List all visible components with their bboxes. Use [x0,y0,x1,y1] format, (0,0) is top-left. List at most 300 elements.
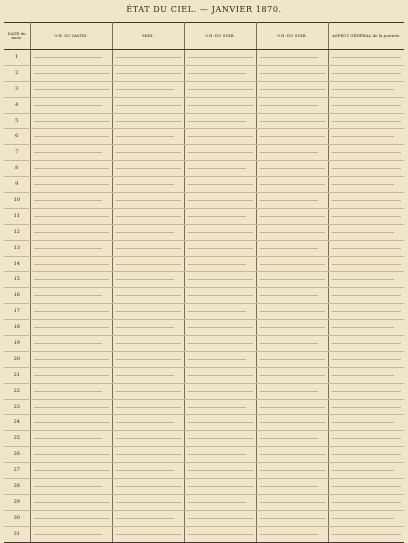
illegible-entry [116,136,174,137]
table-row [4,383,404,399]
observation-9pm-cell [256,272,328,288]
observation-9pm-cell [256,463,328,479]
illegible-entry [332,391,402,392]
observation-9am-cell [30,272,112,288]
illegible-entry [34,391,102,392]
illegible-entry [116,121,181,122]
illegible-entry [260,311,325,312]
illegible-entry [34,152,102,153]
observation-3pm-cell [184,177,256,193]
illegible-entry [188,89,253,90]
observation-9am-cell [30,224,112,240]
table-row [4,145,404,161]
observation-9am-cell [30,304,112,320]
illegible-entry [260,248,318,249]
general-aspect-cell [328,336,404,352]
general-aspect-cell [328,145,404,161]
illegible-entry [188,121,246,122]
general-aspect-cell [328,224,404,240]
general-aspect-cell [328,256,404,272]
observation-3pm-cell [184,479,256,495]
table-row [4,494,404,510]
illegible-entry [260,73,325,74]
illegible-entry [260,534,318,535]
illegible-entry [188,136,253,137]
observation-9am-cell [30,240,112,256]
illegible-entry [188,375,253,376]
illegible-entry [116,359,181,360]
observation-noon-cell [112,50,184,66]
general-aspect-cell [328,479,404,495]
illegible-entry [188,279,253,280]
weather-table [4,22,404,543]
illegible-entry [332,359,402,360]
day-number: 10 [4,193,30,209]
illegible-entry [116,152,181,153]
day-number: 15 [4,272,30,288]
observation-9am-cell [30,447,112,463]
day-number: 30 [4,510,30,526]
observation-noon-cell [112,193,184,209]
observation-noon-cell [112,447,184,463]
general-aspect-cell [328,463,404,479]
observation-3pm-cell [184,431,256,447]
illegible-entry [116,407,181,408]
table-row [4,50,404,66]
observation-noon-cell [112,399,184,415]
illegible-entry [332,121,402,122]
illegible-entry [188,200,253,201]
illegible-entry [260,438,318,439]
observation-9am-cell [30,113,112,129]
illegible-entry [116,391,181,392]
observation-3pm-cell [184,399,256,415]
illegible-entry [34,407,109,408]
illegible-entry [188,311,246,312]
illegible-entry [332,136,395,137]
illegible-entry [188,264,246,265]
day-number: 21 [4,367,30,383]
illegible-entry [116,422,174,423]
illegible-entry [332,327,395,328]
general-aspect-cell [328,383,404,399]
illegible-entry [34,136,109,137]
observation-3pm-cell [184,415,256,431]
illegible-entry [332,264,402,265]
illegible-entry [260,486,318,487]
observation-9am-cell [30,161,112,177]
illegible-entry [332,438,402,439]
illegible-entry [116,264,181,265]
day-number: 3 [4,81,30,97]
day-number: 8 [4,161,30,177]
illegible-entry [332,375,395,376]
table-row [4,320,404,336]
observation-3pm-cell [184,240,256,256]
observation-noon-cell [112,336,184,352]
illegible-entry [116,486,181,487]
observation-3pm-cell [184,272,256,288]
observation-9am-cell [30,526,112,542]
day-number: 5 [4,113,30,129]
illegible-entry [116,438,181,439]
observation-9am-cell [30,383,112,399]
illegible-entry [116,232,174,233]
illegible-entry [332,216,402,217]
general-aspect-cell [328,351,404,367]
observation-noon-cell [112,479,184,495]
observation-9pm-cell [256,320,328,336]
illegible-entry [260,232,325,233]
table-row [4,304,404,320]
observation-9am-cell [30,399,112,415]
illegible-entry [34,184,109,185]
day-number: 6 [4,129,30,145]
observation-3pm-cell [184,224,256,240]
illegible-entry [34,279,109,280]
illegible-entry [34,438,102,439]
observation-9am-cell [30,129,112,145]
illegible-entry [260,200,318,201]
illegible-entry [116,502,181,503]
general-aspect-cell [328,272,404,288]
illegible-entry [260,407,325,408]
illegible-entry [188,486,253,487]
observation-noon-cell [112,161,184,177]
observation-9am-cell [30,50,112,66]
illegible-entry [332,279,395,280]
general-aspect-cell [328,81,404,97]
day-number: 24 [4,415,30,431]
illegible-entry [332,502,402,503]
observation-noon-cell [112,81,184,97]
illegible-entry [116,375,174,376]
observation-9am-cell [30,351,112,367]
observation-9am-cell [30,336,112,352]
general-aspect-cell [328,208,404,224]
observation-3pm-cell [184,50,256,66]
table-row [4,399,404,415]
observation-noon-cell [112,256,184,272]
observation-noon-cell [112,113,184,129]
illegible-entry [34,57,102,58]
table-row [4,113,404,129]
illegible-entry [34,327,109,328]
illegible-entry [116,311,181,312]
illegible-entry [34,89,109,90]
observation-9am-cell [30,288,112,304]
observation-noon-cell [112,129,184,145]
observation-9pm-cell [256,224,328,240]
observation-3pm-cell [184,65,256,81]
general-aspect-cell [328,50,404,66]
observation-9am-cell [30,193,112,209]
day-number: 9 [4,177,30,193]
illegible-entry [188,534,253,535]
illegible-entry [116,216,181,217]
general-aspect-cell [328,97,404,113]
table-row [4,510,404,526]
observation-3pm-cell [184,161,256,177]
illegible-entry [260,216,325,217]
illegible-entry [188,295,253,296]
general-aspect-cell [328,193,404,209]
table-header-row [4,23,404,50]
observation-9am-cell [30,65,112,81]
observation-3pm-cell [184,145,256,161]
illegible-entry [260,518,325,519]
illegible-entry [188,502,246,503]
illegible-entry [188,152,253,153]
illegible-entry [34,454,109,455]
illegible-entry [188,343,253,344]
day-number: 19 [4,336,30,352]
observation-noon-cell [112,415,184,431]
observation-3pm-cell [184,81,256,97]
observation-9pm-cell [256,97,328,113]
observation-9am-cell [30,510,112,526]
column-header-9am: 9 H. DU MATIN. [30,23,112,50]
illegible-entry [260,136,325,137]
illegible-entry [260,152,318,153]
observation-9am-cell [30,177,112,193]
observation-3pm-cell [184,383,256,399]
illegible-entry [116,279,174,280]
observation-9am-cell [30,320,112,336]
table-row [4,193,404,209]
illegible-entry [332,518,395,519]
table-row [4,272,404,288]
observation-3pm-cell [184,463,256,479]
observation-9pm-cell [256,288,328,304]
observation-3pm-cell [184,97,256,113]
illegible-entry [260,264,325,265]
table-row [4,351,404,367]
observation-noon-cell [112,320,184,336]
general-aspect-cell [328,288,404,304]
illegible-entry [188,232,253,233]
illegible-entry [34,73,109,74]
observation-3pm-cell [184,447,256,463]
illegible-entry [332,73,402,74]
illegible-entry [116,89,174,90]
observation-9am-cell [30,415,112,431]
illegible-entry [260,375,325,376]
observation-9am-cell [30,97,112,113]
table-row [4,97,404,113]
illegible-entry [260,89,325,90]
illegible-entry [188,248,253,249]
observation-noon-cell [112,224,184,240]
illegible-entry [34,248,102,249]
illegible-entry [332,470,395,471]
observation-9pm-cell [256,479,328,495]
illegible-entry [260,279,325,280]
illegible-entry [116,470,174,471]
illegible-entry [260,470,325,471]
illegible-entry [116,57,181,58]
day-number: 4 [4,97,30,113]
observation-noon-cell [112,97,184,113]
observation-9pm-cell [256,415,328,431]
day-number: 22 [4,383,30,399]
table-row [4,81,404,97]
illegible-entry [332,168,402,169]
day-number: 7 [4,145,30,161]
column-header-3pm: 3 H. DU SOIR. [184,23,256,50]
table-row [4,240,404,256]
observation-3pm-cell [184,320,256,336]
illegible-entry [260,502,325,503]
observation-9am-cell [30,463,112,479]
illegible-entry [34,343,102,344]
observation-3pm-cell [184,526,256,542]
observation-noon-cell [112,177,184,193]
table-row [4,415,404,431]
day-number: 28 [4,479,30,495]
illegible-entry [116,343,181,344]
observation-9am-cell [30,431,112,447]
table-row [4,288,404,304]
illegible-entry [34,518,109,519]
illegible-entry [260,184,325,185]
observation-9am-cell [30,256,112,272]
table-row [4,129,404,145]
illegible-entry [34,168,109,169]
observation-noon-cell [112,208,184,224]
day-number: 25 [4,431,30,447]
day-number: 29 [4,494,30,510]
observation-9pm-cell [256,304,328,320]
observation-9pm-cell [256,510,328,526]
illegible-entry [116,200,181,201]
day-number: 18 [4,320,30,336]
illegible-entry [116,454,181,455]
observation-9pm-cell [256,494,328,510]
observation-noon-cell [112,288,184,304]
table-row [4,367,404,383]
day-number: 1 [4,50,30,66]
observation-noon-cell [112,351,184,367]
illegible-entry [34,486,102,487]
illegible-entry [260,57,318,58]
observation-noon-cell [112,240,184,256]
day-number: 23 [4,399,30,415]
illegible-entry [260,105,318,106]
table-body [4,50,404,543]
general-aspect-cell [328,510,404,526]
illegible-entry [332,343,402,344]
illegible-entry [116,168,181,169]
illegible-entry [260,343,318,344]
illegible-entry [34,422,109,423]
observation-3pm-cell [184,113,256,129]
observation-noon-cell [112,304,184,320]
illegible-entry [188,184,253,185]
table-row [4,463,404,479]
observation-9pm-cell [256,81,328,97]
general-aspect-cell [328,431,404,447]
illegible-entry [34,216,109,217]
day-number: 2 [4,65,30,81]
day-number: 17 [4,304,30,320]
general-aspect-cell [328,177,404,193]
illegible-entry [34,295,102,296]
observation-9pm-cell [256,336,328,352]
illegible-entry [260,454,325,455]
column-header-9pm: 9 H. DU SOIR. [256,23,328,50]
illegible-entry [116,534,181,535]
observation-noon-cell [112,431,184,447]
illegible-entry [34,359,109,360]
observation-3pm-cell [184,256,256,272]
illegible-entry [116,248,181,249]
observation-9pm-cell [256,113,328,129]
day-number: 26 [4,447,30,463]
illegible-entry [332,295,402,296]
illegible-entry [260,168,325,169]
illegible-entry [188,168,246,169]
observation-9pm-cell [256,208,328,224]
general-aspect-cell [328,304,404,320]
observation-9pm-cell [256,65,328,81]
illegible-entry [116,518,174,519]
observation-9pm-cell [256,193,328,209]
general-aspect-cell [328,526,404,542]
table-row [4,479,404,495]
day-number: 12 [4,224,30,240]
general-aspect-cell [328,447,404,463]
observation-3pm-cell [184,510,256,526]
illegible-entry [332,89,395,90]
observation-noon-cell [112,510,184,526]
observation-9am-cell [30,81,112,97]
observation-9pm-cell [256,526,328,542]
table-row [4,161,404,177]
observation-9pm-cell [256,240,328,256]
day-number: 31 [4,526,30,542]
observation-noon-cell [112,494,184,510]
illegible-entry [332,105,402,106]
table-row [4,177,404,193]
observation-9pm-cell [256,256,328,272]
observation-9am-cell [30,494,112,510]
illegible-entry [260,391,318,392]
illegible-entry [188,470,253,471]
observation-3pm-cell [184,494,256,510]
observation-9pm-cell [256,383,328,399]
illegible-entry [332,184,395,185]
illegible-entry [332,534,402,535]
observation-9pm-cell [256,50,328,66]
observation-noon-cell [112,526,184,542]
day-number: 16 [4,288,30,304]
illegible-entry [116,73,181,74]
general-aspect-cell [328,399,404,415]
illegible-entry [332,486,402,487]
observation-9pm-cell [256,145,328,161]
illegible-entry [260,327,325,328]
observation-9pm-cell [256,351,328,367]
illegible-entry [332,248,402,249]
illegible-entry [188,327,253,328]
observation-9am-cell [30,145,112,161]
table-row [4,65,404,81]
observation-noon-cell [112,463,184,479]
illegible-entry [34,470,109,471]
illegible-entry [34,375,109,376]
observation-3pm-cell [184,367,256,383]
